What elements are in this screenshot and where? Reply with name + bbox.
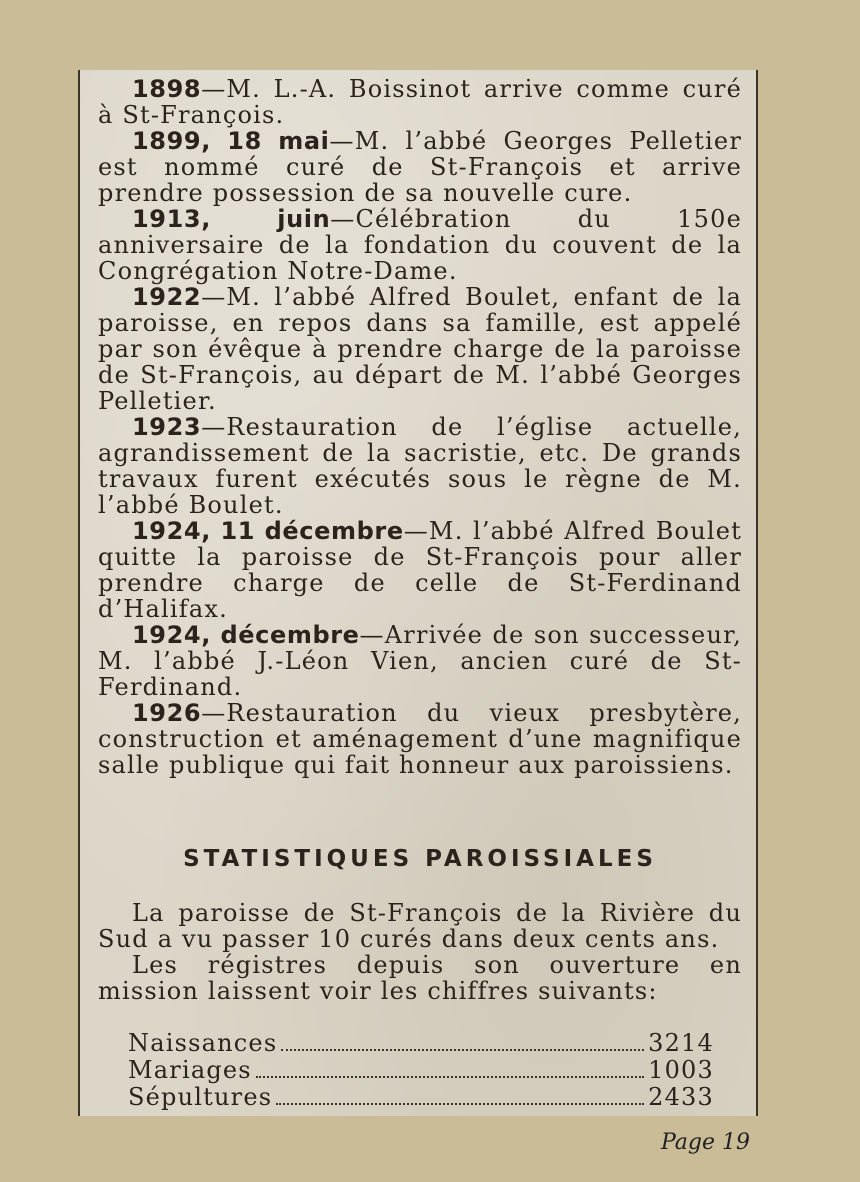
dot-leader xyxy=(256,1076,644,1078)
stat-naissances: Naissances 3214 xyxy=(128,1029,714,1057)
entry-1923: 1923—Restauration de l’église actuelle, agrandissement de la sacristie, etc. De grands travaux furent exécutés sous le règne de M. l’abbé Boulet. xyxy=(98,413,742,519)
paragraph-cures: La paroisse de St-François de la Rivière du Sud a vu passer 10 curés dans deux cents ans. xyxy=(98,899,742,953)
chronology xyxy=(98,76,742,778)
stat-sepultures: Sépultures 2433 xyxy=(128,1083,714,1111)
entry-1924-11-decembre: 1924, 11 décembre—M. l’abbé Alfred Boulet quitte la paroisse de St-François pour aller prendre charge de celle de St-Ferdinand d’Halifax. xyxy=(98,517,742,623)
section-title: STATISTIQUES PAROISSIALES xyxy=(183,846,657,872)
entry-1913: 1913, juin—Célébration du 150e anniversaire de la fondation du couvent de la Congrégation Notre-Dame. xyxy=(98,205,742,285)
page-number: Page 19 xyxy=(660,1130,750,1155)
entry-1922: 1922—M. l’abbé Alfred Boulet, enfant de la paroisse, en repos dans sa famille, est appelé par son évêque à prendre charge de la paroisse de St-François, au départ de M. l’abbé Georges Pelletier. xyxy=(98,283,742,415)
newspaper-clipping xyxy=(78,70,758,1116)
stat-mariages: Mariages 1003 xyxy=(128,1056,714,1084)
statistics-list xyxy=(128,1030,714,1111)
entry-1899: 1899, 18 mai—M. l’abbé Georges Pelletier est nommé curé de St-François et arrive prendre possession de sa nouvelle cure. xyxy=(98,127,742,207)
dot-leader xyxy=(281,1049,644,1051)
dot-leader xyxy=(276,1103,644,1105)
entry-1924-decembre: 1924, décembre—Arrivée de son successeur, M. l’abbé J.-Léon Vien, ancien curé de St-Ferdinand. xyxy=(98,621,742,701)
entry-1926: 1926—Restauration du vieux presbytère, construction et aménagement d’une magnifique salle publique qui fait honneur aux paroissiens. xyxy=(98,699,742,779)
entry-1898: 1898—M. L.-A. Boissinot arrive comme curé à St-François. xyxy=(98,75,742,129)
statistics-intro xyxy=(98,900,742,1004)
paragraph-registres: Les régistres depuis son ouverture en mission laissent voir les chiffres suivants: xyxy=(98,951,742,1005)
